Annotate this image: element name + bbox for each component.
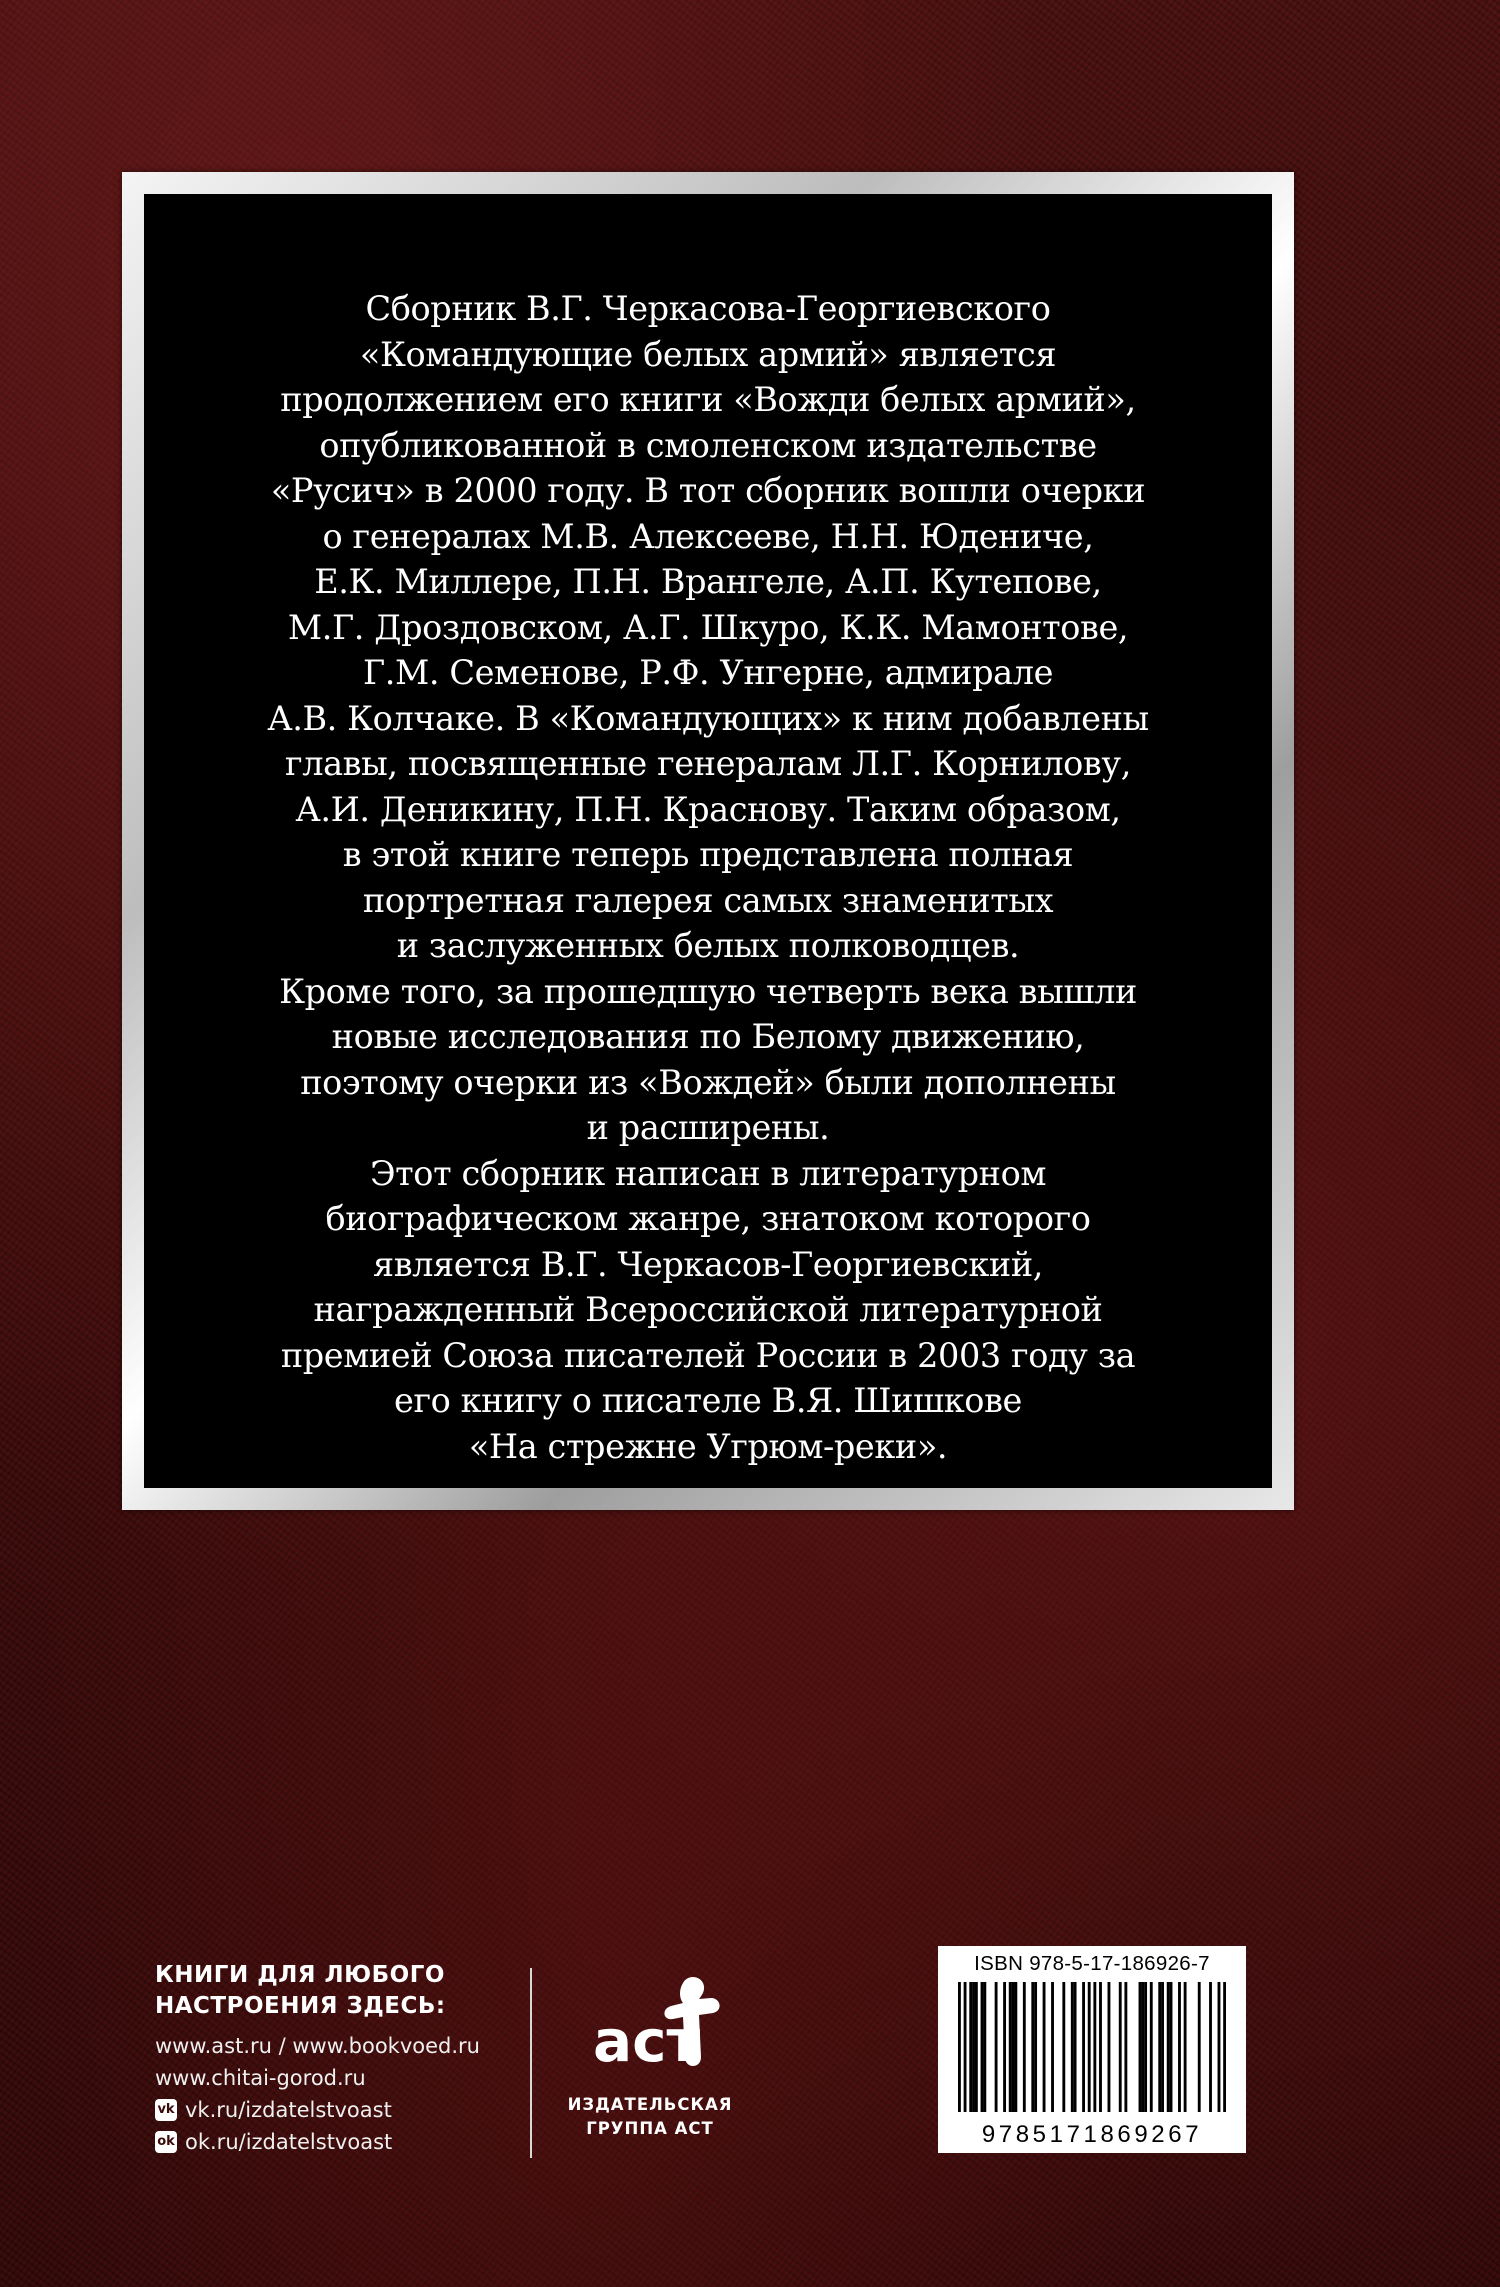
ok-link[interactable] [155,2126,480,2158]
description-line: «Русич» в 2000 году. В тот сборник вошли очерки [270,471,1146,510]
description-line: является В.Г. Черкасов-Георгиевский, [372,1244,1044,1284]
website-links-1[interactable]: www.ast.ru / www.bookvoed.ru [155,2034,480,2058]
barcode-bar [1043,1982,1046,2112]
barcode-bar [1009,1982,1012,2112]
description-line: Сборник В.Г. Черкасова-Георгиевского [365,289,1051,328]
description-text [204,286,1212,1469]
barcode-bar [1167,1982,1170,2112]
footer-divider [530,1968,532,2158]
barcode-bar [1023,1982,1026,2112]
barcode-bar [1014,1982,1017,2112]
barcode-bar [1184,1982,1187,2112]
description-line: опубликованной в смоленском издательстве [319,425,1097,465]
barcode-bar [1034,1982,1037,2112]
barcode-bar [995,1982,998,2112]
barcode-bar [983,1982,986,2112]
ok-icon: ok [155,2131,177,2153]
barcode-bar [964,1982,967,2112]
barcode-bar [1093,1982,1096,2112]
description-line: премией Союза писателей России в 2003 году за [280,1335,1136,1375]
barcode-digits: 9785171869267 [981,2121,1203,2148]
publisher-logo-text: аст [593,2007,701,2075]
barcode-bar [1178,1982,1181,2112]
barcode-bar [1144,1982,1147,2112]
description-line: новые исследования по Белому движению, [331,1017,1085,1056]
vk-link-text[interactable]: vk.ru/izdatelstvoast [185,2098,392,2122]
description-line: биографическом жанре, знатоком которого [325,1199,1091,1238]
barcode-bar [1051,1982,1054,2112]
barcode-bar [1088,1982,1091,2112]
barcode-bar [972,1982,975,2112]
description-line: Этот сборник написан в литературном [369,1153,1047,1193]
barcode-bar [1198,1982,1201,2112]
description-line: поэтому очерки из «Вождей» были дополнены [300,1062,1116,1102]
description-line: Г.М. Семенове, Р.Ф. Унгерне, адмирале [362,653,1054,692]
website-links-2[interactable]: www.chitai-gorod.ru [155,2066,366,2090]
barcode-bar [1170,1982,1173,2112]
description-line: о генералах М.В. Алексееве, Н.Н. Юдениче, [322,516,1094,556]
barcode-bar [981,1982,984,2112]
description-line: в этой книге теперь представлена полная [342,835,1074,874]
promo-title-line-2: НАСТРОЕНИЯ ЗДЕСЬ: [155,1993,446,2019]
barcode-bar [1074,1982,1077,2112]
promo-block [155,1960,480,2158]
barcode-bar [1062,1982,1065,2112]
barcode-bar [1071,1982,1074,2112]
isbn-barcode-box [938,1946,1246,2153]
description-line: главы, посвященные генералам Л.Г. Корнилову, [285,744,1131,783]
barcode-bar [1139,1982,1142,2112]
vk-link[interactable] [155,2094,480,2126]
barcode-bar [1082,1982,1085,2112]
ok-link-text[interactable]: ok.ru/izdatelstvoast [185,2130,393,2154]
isbn-text: ISBN 978-5-17-186926-7 [974,1952,1210,1975]
barcode-bar [1223,1982,1226,2112]
barcode-graphic [958,1982,1226,2112]
barcode-bar [1108,1982,1111,2112]
publisher-label-2: ГРУППА АСТ [586,2119,714,2138]
vk-icon: vk [155,2099,177,2121]
barcode-bar [1119,1982,1122,2112]
publisher-logo [575,1965,725,2085]
description-line: «Командующие белых армий» является [359,334,1057,374]
barcode-bar [1031,1982,1034,2112]
description-line: портретная галерея самых знаменитых [362,880,1054,920]
barcode-bar [958,1982,961,2112]
description-line: М.Г. Дроздовском, А.Г. Шкуро, К.К. Мамонтове, [287,607,1129,647]
publisher-label-1: ИЗДАТЕЛЬСКАЯ [567,2095,733,2114]
barcode-bar [1218,1982,1221,2112]
description-frame [122,172,1294,1510]
barcode-bar [1099,1982,1102,2112]
barcode-bar [1161,1982,1164,2112]
description-line: и расширены. [586,1108,830,1147]
barcode-bar [1012,1982,1015,2112]
barcode-bar [1209,1982,1212,2112]
description-line: награжденный Всероссийской литературной [313,1290,1103,1329]
barcode-bar [1150,1982,1153,2112]
barcode-bar [975,1982,978,2112]
description-line: А.В. Колчаке. В «Командующих» к ним добавлены [267,698,1149,738]
description-line: Кроме того, за прошедшую четверть века вышли [279,971,1137,1011]
description-panel [144,194,1272,1488]
description-line: и заслуженных белых полководцев. [396,926,1020,965]
description-line: А.И. Деникину, П.Н. Краснову. Таким образом, [295,789,1121,829]
barcode-bar [1158,1982,1161,2112]
description-line: продолжением его книги «Вожди белых армий», [280,380,1136,419]
barcode-bar [969,1982,972,2112]
barcode-bar [1124,1982,1127,2112]
barcode-bar [1141,1982,1144,2112]
promo-title-line-1: КНИГИ ДЛЯ ЛЮБОГО [155,1962,445,1988]
barcode-bar [1003,1982,1006,2112]
description-line: «На стрежне Угрюм-реки». [468,1426,948,1466]
description-line: Е.К. Миллере, П.Н. Врангеле, А.П. Кутепове, [314,562,1102,601]
description-line: его книгу о писателе В.Я. Шишкове [394,1381,1022,1420]
publisher-logo-block [565,1965,735,2141]
